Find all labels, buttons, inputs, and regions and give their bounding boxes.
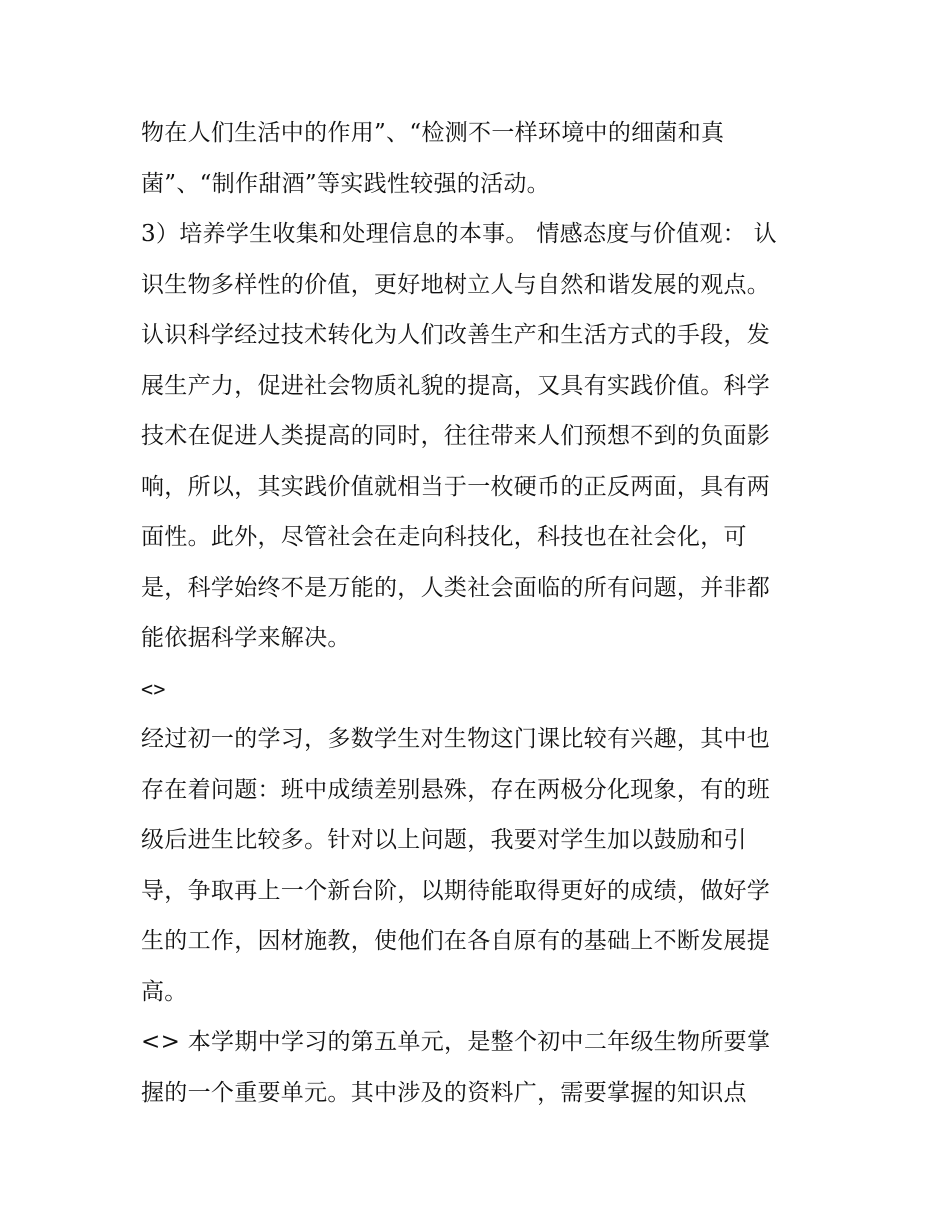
text-line: <> 本学期中学习的第五单元，是整个初中二年级生物所要掌: [141, 1029, 771, 1055]
text-line: 经过初一的学习，多数学生对生物这门课比较有兴趣，其中也: [141, 726, 771, 752]
text-line: 展生产力，促进社会物质礼貌的提高，又具有实践价值。科学: [141, 372, 771, 399]
text-line: 面性。此外，尽管社会在走向科技化，科技也在社会化，可: [141, 524, 747, 550]
text-line: 能依据科学来解决。: [141, 625, 351, 651]
text-line: 物在人们生活中的作用”、“检测不一样环境中的细菌和真: [141, 120, 725, 146]
text-line: 生的工作，因材施教，使他们在各自原有的基础上不断发展提: [141, 928, 771, 954]
text-line: 导，争取再上一个新台阶，以期待能取得更好的成绩，做好学: [141, 877, 771, 904]
text-line: 技术在促进人类提高的同时，往往带来人们预想不到的负面影: [141, 423, 771, 449]
text-line: 响，所以，其实践价值就相当于一枚硬币的正反两面，具有两: [141, 473, 771, 500]
text-line: 存在着问题：班中成绩差别悬殊，存在两极分化现象，有的班: [141, 776, 771, 803]
text-line: 级后进生比较多。针对以上问题，我要对学生加以鼓励和引: [141, 827, 747, 853]
text-line: 是，科学始终不是万能的，人类社会面临的所有问题，并非都: [141, 574, 771, 601]
text-line: 高。: [141, 978, 188, 1005]
text-line: 识生物多样性的价值，更好地树立人与自然和谐发展的观点。: [141, 271, 771, 298]
text-line: 3）培养学生收集和处理信息的本事。 情感态度与价值观： 认: [141, 221, 777, 247]
text-line: 菌”、“制作甜酒”等实践性较强的活动。: [141, 170, 550, 197]
body-text: [141, 108, 831, 1118]
text-line: 认识科学经过技术转化为人们改善生产和生活方式的手段，发: [141, 322, 771, 348]
section-marker: <>: [141, 676, 166, 701]
text-line: 握的一个重要单元。其中涉及的资料广，需要掌握的知识点: [141, 1079, 747, 1106]
